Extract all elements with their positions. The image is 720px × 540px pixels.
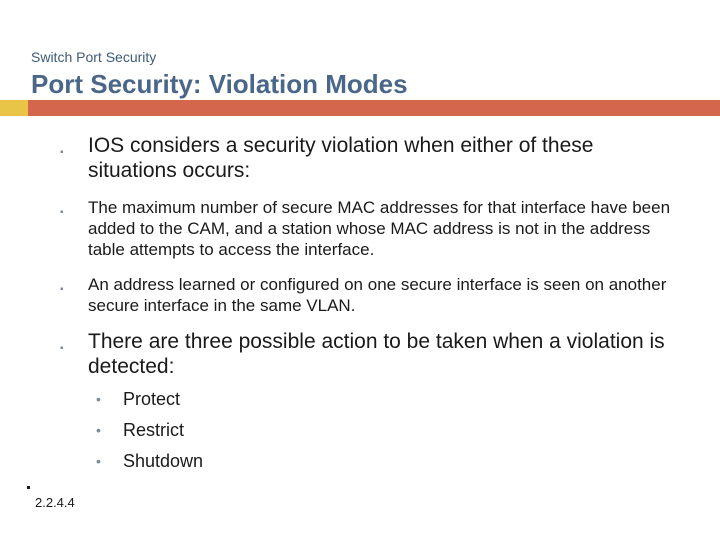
bullet-violation-definition [60, 133, 680, 183]
mode-label: Protect [123, 389, 181, 409]
mode-item-shutdown [96, 450, 396, 472]
bullet-three-actions [60, 329, 680, 379]
bullet-text: The maximum number of secure MAC addresses for that interface have been added to the CAM, and a station whose MAC address is not in the address table attempts to access the interface. [88, 198, 671, 259]
accent-bar-orange [28, 100, 720, 116]
mode-item-restrict [96, 419, 396, 441]
bullet-text: An address learned or configured on one secure interface is seen on another secure interface in the same VLAN. [88, 275, 667, 315]
dot-bullet-icon: • [96, 422, 101, 438]
square-bullet-icon: ▪ [60, 147, 64, 158]
bullet-text: There are three possible action to be taken when a violation is detected: [88, 330, 665, 378]
slide-number: 2.2.4.4 [35, 495, 75, 510]
mode-item-protect [96, 388, 396, 410]
slide-title: Port Security: Violation Modes [31, 69, 408, 99]
dot-bullet-icon: • [96, 391, 101, 407]
slide-subtitle: Switch Port Security [31, 49, 157, 65]
square-bullet-icon: ▪ [60, 343, 64, 354]
mode-label: Shutdown [123, 451, 204, 471]
accent-bar-yellow [0, 100, 28, 116]
footer-dot [27, 486, 30, 489]
square-bullet-icon: ▪ [60, 284, 64, 295]
dot-bullet-icon: • [96, 453, 101, 469]
bullet-text: IOS considers a security violation when either of these situations occurs: [88, 134, 594, 182]
square-bullet-icon: ▪ [60, 207, 64, 218]
bullet-address-seen-elsewhere [60, 274, 680, 316]
mode-label: Restrict [123, 420, 185, 440]
bullet-max-mac-addresses [60, 197, 680, 260]
